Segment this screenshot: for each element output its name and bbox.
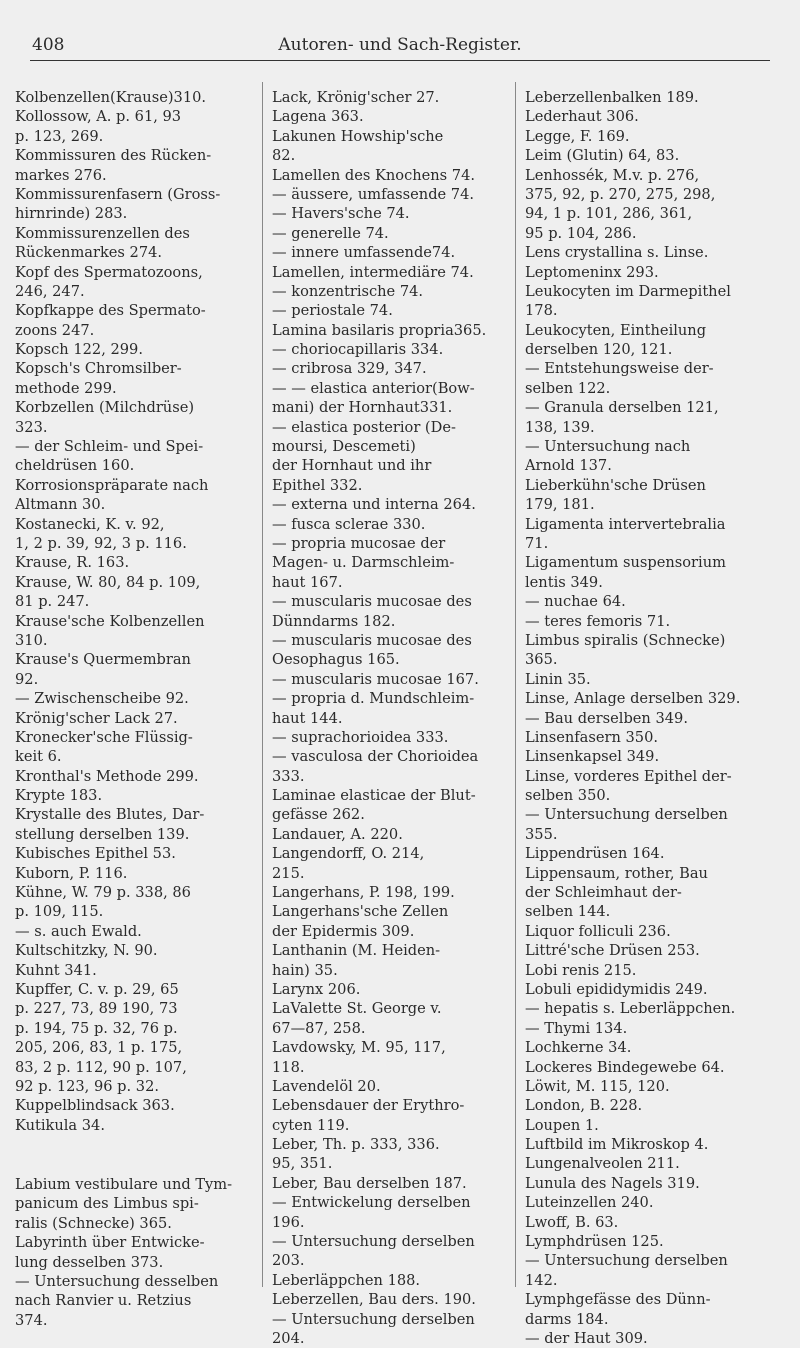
index-line: Labium vestibulare und Tym-	[15, 1176, 233, 1194]
index-line: Leberzellen, Bau ders. 190.	[272, 1291, 476, 1309]
index-line: Lanthanin (M. Heiden-	[272, 942, 441, 960]
index-line: Kultschitzky, N. 90.	[15, 942, 158, 960]
index-line: 204.	[272, 1330, 305, 1347]
index-line: — Havers'sche 74.	[272, 205, 410, 223]
index-line: zoons 247.	[15, 321, 95, 339]
index-line: Liquor folliculi 236.	[525, 922, 671, 940]
index-line: p. 109, 115.	[15, 903, 104, 921]
index-line: Kubisches Epithel 53.	[15, 845, 176, 863]
index-line: — s. auch Ewald.	[15, 922, 142, 940]
index-line: Leim (Glutin) 64, 83.	[525, 147, 680, 165]
column-divider	[515, 82, 516, 1287]
index-column-3	[525, 88, 761, 1348]
index-line: Kopsch 122, 299.	[15, 341, 143, 359]
index-line: Lymphgefässe des Dünn-	[525, 1291, 711, 1309]
index-line: 179, 181.	[525, 496, 595, 514]
index-line: — fusca sclerae 330.	[272, 515, 426, 533]
index-line: 178.	[525, 302, 558, 320]
index-line: Leberläppchen 188.	[272, 1271, 421, 1289]
index-line: der Epidermis 309.	[272, 922, 415, 940]
index-line: Lamina basilaris propria365.	[272, 321, 487, 339]
index-line: 215.	[272, 864, 305, 882]
index-line: Lavdowsky, M. 95, 117,	[272, 1039, 446, 1057]
index-line: 365.	[525, 651, 558, 669]
index-line: Lagena 363.	[272, 108, 364, 126]
index-line: 246, 247.	[15, 282, 85, 300]
index-line: Krypte 183.	[15, 787, 103, 805]
index-line: Lymphdrüsen 125.	[525, 1233, 664, 1251]
index-line: Langerhans'sche Zellen	[272, 903, 449, 921]
index-line: — Untersuchung nach	[525, 438, 691, 456]
index-line: — nuchae 64.	[525, 593, 626, 611]
index-line: Lobuli epididymidis 249.	[525, 980, 708, 998]
index-line: 333.	[272, 767, 305, 785]
index-line: — Thymi 134.	[525, 1019, 628, 1037]
index-line: Kutikula 34.	[15, 1116, 105, 1134]
index-line: — periostale 74.	[272, 302, 393, 320]
index-line: — Granula derselben 121,	[525, 399, 719, 417]
index-line: Kolbenzellen(Krause)310.	[15, 89, 207, 106]
index-line: Kommissurenfasern (Gross-	[15, 185, 221, 203]
index-line: — Untersuchung derselben	[525, 806, 728, 824]
index-line: Lens crystallina s. Linse.	[525, 244, 709, 262]
index-line: Lochkerne 34.	[525, 1039, 632, 1057]
index-line: nach Ranvier u. Retzius	[15, 1292, 192, 1310]
index-line: 83, 2 p. 112, 90 p. 107,	[15, 1058, 187, 1076]
index-line: Oesophagus 165.	[272, 651, 400, 669]
index-line: Littré'sche Drüsen 253.	[525, 942, 700, 960]
index-line: 95, 351.	[272, 1155, 333, 1173]
index-line: Kupffer, C. v. p. 29, 65	[15, 980, 179, 998]
index-line: Krystalle des Blutes, Dar-	[15, 806, 205, 824]
index-line: Linse, Anlage derselben 329.	[525, 690, 741, 708]
index-line: Korbzellen (Milchdrüse)	[15, 399, 195, 417]
index-line: Löwit, M. 115, 120.	[525, 1077, 670, 1095]
index-line: selben 122.	[525, 379, 611, 397]
index-line: Kommissurenzellen des	[15, 224, 190, 242]
index-line: — Entstehungsweise der-	[525, 360, 714, 378]
index-line: Linsenfasern 350.	[525, 728, 659, 746]
index-line: — äussere, umfassende 74.	[272, 185, 475, 203]
index-line: — muscularis mucosae 167.	[272, 670, 479, 688]
index-line: Limbus spiralis (Schnecke)	[525, 631, 726, 649]
index-line: Kopf des Spermatozoons,	[15, 263, 203, 281]
index-line: Luteinzellen 240.	[525, 1194, 654, 1212]
index-line: Lakunen Howship'sche	[272, 127, 444, 145]
index-line: hirnrinde) 283.	[15, 205, 128, 223]
index-line: Altmann 30.	[15, 496, 106, 514]
index-line: 95 p. 104, 286.	[525, 224, 637, 242]
index-line: p. 227, 73, 89 190, 73	[15, 1000, 178, 1018]
index-line: Kuhnt 341.	[15, 961, 97, 979]
index-line: 92.	[15, 670, 39, 688]
index-line: — externa und interna 264.	[272, 496, 476, 514]
index-line: — suprachorioidea 333.	[272, 728, 449, 746]
index-line: Ligamenta intervertebralia	[525, 515, 726, 533]
index-line: — Untersuchung derselben	[525, 1252, 728, 1270]
index-line: derselben 120, 121.	[525, 341, 673, 359]
index-line: Lamellen des Knochens 74.	[272, 166, 476, 184]
index-line: Lavendelöl 20.	[272, 1077, 381, 1095]
index-line: — cribrosa 329, 347.	[272, 360, 427, 378]
index-line: der Schleimhaut der-	[525, 884, 682, 902]
index-line: Lobi renis 215.	[525, 961, 637, 979]
index-line: keit 6.	[15, 748, 62, 766]
index-line: Lamellen, intermediäre 74.	[272, 263, 474, 281]
index-line: Lwoff, B. 63.	[525, 1213, 619, 1231]
index-line: Landauer, A. 220.	[272, 825, 403, 843]
index-line: 323.	[15, 418, 48, 436]
index-line: — Untersuchung derselben	[272, 1233, 475, 1251]
index-line: 196.	[272, 1213, 305, 1231]
index-line: — Untersuchung desselben	[15, 1273, 219, 1291]
index-line: Krause, R. 163.	[15, 554, 130, 572]
index-line: — der Haut 309.	[525, 1330, 648, 1347]
index-line: Leber, Bau derselben 187.	[272, 1174, 467, 1192]
column-gap	[15, 1135, 251, 1175]
index-line: cheldrüsen 160.	[15, 457, 135, 475]
index-line: Kuppelblindsack 363.	[15, 1097, 175, 1115]
index-line: Arnold 137.	[525, 457, 612, 475]
index-line: 81 p. 247.	[15, 593, 90, 611]
index-line: lung desselben 373.	[15, 1253, 164, 1271]
index-line: Kommissuren des Rücken-	[15, 147, 212, 165]
index-line: Lungenalveolen 211.	[525, 1155, 680, 1173]
index-line: Lenhossék, M.v. p. 276,	[525, 166, 700, 184]
index-line: hain) 35.	[272, 961, 338, 979]
index-line: gefässe 262.	[272, 806, 365, 824]
index-line: 203.	[272, 1252, 305, 1270]
index-line: 355.	[525, 825, 558, 843]
index-line: Korrosionspräparate nach	[15, 476, 209, 494]
index-line: 142.	[525, 1271, 558, 1289]
index-line: — choriocapillaris 334.	[272, 341, 444, 359]
index-line: selben 350.	[525, 787, 611, 805]
index-line: Kühne, W. 79 p. 338, 86	[15, 884, 191, 902]
index-line: Linse, vorderes Epithel der-	[525, 767, 732, 785]
index-line: — teres femoris 71.	[525, 612, 671, 630]
index-line: 92 p. 123, 96 p. 32.	[15, 1077, 159, 1095]
index-line: 67—87, 258.	[272, 1019, 366, 1037]
index-line: Langendorff, O. 214,	[272, 845, 425, 863]
index-line: 82.	[272, 147, 296, 165]
index-line: Leber, Th. p. 333, 336.	[272, 1136, 440, 1154]
index-line: Krönig'scher Lack 27.	[15, 709, 178, 727]
index-line: p. 123, 269.	[15, 127, 104, 145]
index-line: Ligamentum suspensorium	[525, 554, 726, 572]
index-line: Leukocyten, Eintheilung	[525, 321, 707, 339]
index-line: Krause's Quermembran	[15, 651, 191, 669]
index-line: — Bau derselben 349.	[525, 709, 688, 727]
index-line: — muscularis mucosae des	[272, 631, 472, 649]
index-line: 374.	[15, 1311, 48, 1329]
index-line: Linsenkapsel 349.	[525, 748, 660, 766]
index-line: Lieberkühn'sche Drüsen	[525, 476, 706, 494]
index-line: Lippendrüsen 164.	[525, 845, 665, 863]
index-line: 118.	[272, 1058, 305, 1076]
index-line: 205, 206, 83, 1 p. 175,	[15, 1039, 183, 1057]
index-line: ralis (Schnecke) 365.	[15, 1214, 172, 1232]
index-line: — elastica posterior (De-	[272, 418, 456, 436]
index-line: Kostanecki, K. v. 92,	[15, 515, 165, 533]
index-line: Lebensdauer der Erythro-	[272, 1097, 465, 1115]
index-line: darms 184.	[525, 1310, 609, 1328]
index-line: panicum des Limbus spi-	[15, 1195, 199, 1213]
index-line: London, B. 228.	[525, 1097, 643, 1115]
index-line: Lippensaum, rother, Bau	[525, 864, 708, 882]
index-line: — propria d. Mundschleim-	[272, 690, 475, 708]
index-line: 94, 1 p. 101, 286, 361,	[525, 205, 693, 223]
index-line: Kopsch's Chromsilber-	[15, 360, 182, 378]
index-line: Loupen 1.	[525, 1116, 599, 1134]
index-line: 310.	[15, 631, 48, 649]
index-line: Rückenmarkes 274.	[15, 244, 163, 262]
index-line: — der Schleim- und Spei-	[15, 438, 204, 456]
index-line: — Zwischenscheibe 92.	[15, 690, 189, 708]
index-line: — konzentrische 74.	[272, 282, 424, 300]
index-line: selben 144.	[525, 903, 611, 921]
index-line: haut 144.	[272, 709, 343, 727]
index-line: Krause, W. 80, 84 p. 109,	[15, 573, 201, 591]
index-column-1	[15, 88, 251, 1330]
index-line: p. 194, 75 p. 32, 76 p.	[15, 1019, 178, 1037]
index-line: Legge, F. 169.	[525, 127, 630, 145]
index-line: Lunula des Nagels 319.	[525, 1174, 700, 1192]
page-number: 408	[32, 35, 65, 55]
index-line: Dünndarms 182.	[272, 612, 396, 630]
index-line: lentis 349.	[525, 573, 603, 591]
index-line: — hepatis s. Leberläppchen.	[525, 1000, 736, 1018]
index-line: 138, 139.	[525, 418, 595, 436]
index-line: Leukocyten im Darmepithel	[525, 282, 731, 300]
column-divider	[262, 82, 263, 1287]
index-column-2	[272, 88, 508, 1348]
index-line: — Entwickelung derselben	[272, 1194, 471, 1212]
index-line: Leptomeninx 293.	[525, 263, 659, 281]
index-line: — — elastica anterior(Bow-	[272, 379, 475, 397]
index-line: Epithel 332.	[272, 476, 363, 494]
index-line: mani) der Hornhaut331.	[272, 399, 453, 417]
index-line: Linin 35.	[525, 670, 591, 688]
index-line: Larynx 206.	[272, 980, 361, 998]
index-line: Laminae elasticae der Blut-	[272, 787, 476, 805]
index-line: — generelle 74.	[272, 224, 389, 242]
index-line: der Hornhaut und ihr	[272, 457, 432, 475]
index-line: 375, 92, p. 270, 275, 298,	[525, 185, 716, 203]
index-line: moursi, Descemeti)	[272, 438, 416, 456]
index-line: Lockeres Bindegewebe 64.	[525, 1058, 725, 1076]
index-line: — Untersuchung derselben	[272, 1310, 475, 1328]
index-line: — vasculosa der Chorioidea	[272, 748, 479, 766]
index-line: Luftbild im Mikroskop 4.	[525, 1136, 709, 1154]
index-line: Kronthal's Methode 299.	[15, 767, 199, 785]
index-line: methode 299.	[15, 379, 117, 397]
page-header	[30, 34, 770, 61]
index-line: Kopfkappe des Spermato-	[15, 302, 206, 320]
index-line: 71.	[525, 534, 549, 552]
index-line: — innere umfassende74.	[272, 244, 456, 262]
index-line: — muscularis mucosae des	[272, 593, 472, 611]
index-line: haut 167.	[272, 573, 343, 591]
index-line: Kollossow, A. p. 61, 93	[15, 108, 182, 126]
index-line: Kronecker'sche Flüssig-	[15, 728, 193, 746]
index-line: — propria mucosae der	[272, 534, 446, 552]
index-line: stellung derselben 139.	[15, 825, 190, 843]
index-line: Krause'sche Kolbenzellen	[15, 612, 205, 630]
index-line: Leberzellenbalken 189.	[525, 89, 699, 106]
index-line: cyten 119.	[272, 1116, 350, 1134]
index-line: Kuborn, P. 116.	[15, 864, 128, 882]
index-line: LaValette St. George v.	[272, 1000, 442, 1018]
index-line: Lederhaut 306.	[525, 108, 639, 126]
running-title: Autoren- und Sach-Register.	[278, 35, 522, 55]
index-line: markes 276.	[15, 166, 107, 184]
index-line: Labyrinth über Entwicke-	[15, 1234, 205, 1252]
index-line: Magen- u. Darmschleim-	[272, 554, 455, 572]
index-line: Langerhans, P. 198, 199.	[272, 884, 455, 902]
index-line: Lack, Krönig'scher 27.	[272, 89, 440, 106]
index-line: 1, 2 p. 39, 92, 3 p. 116.	[15, 534, 187, 552]
